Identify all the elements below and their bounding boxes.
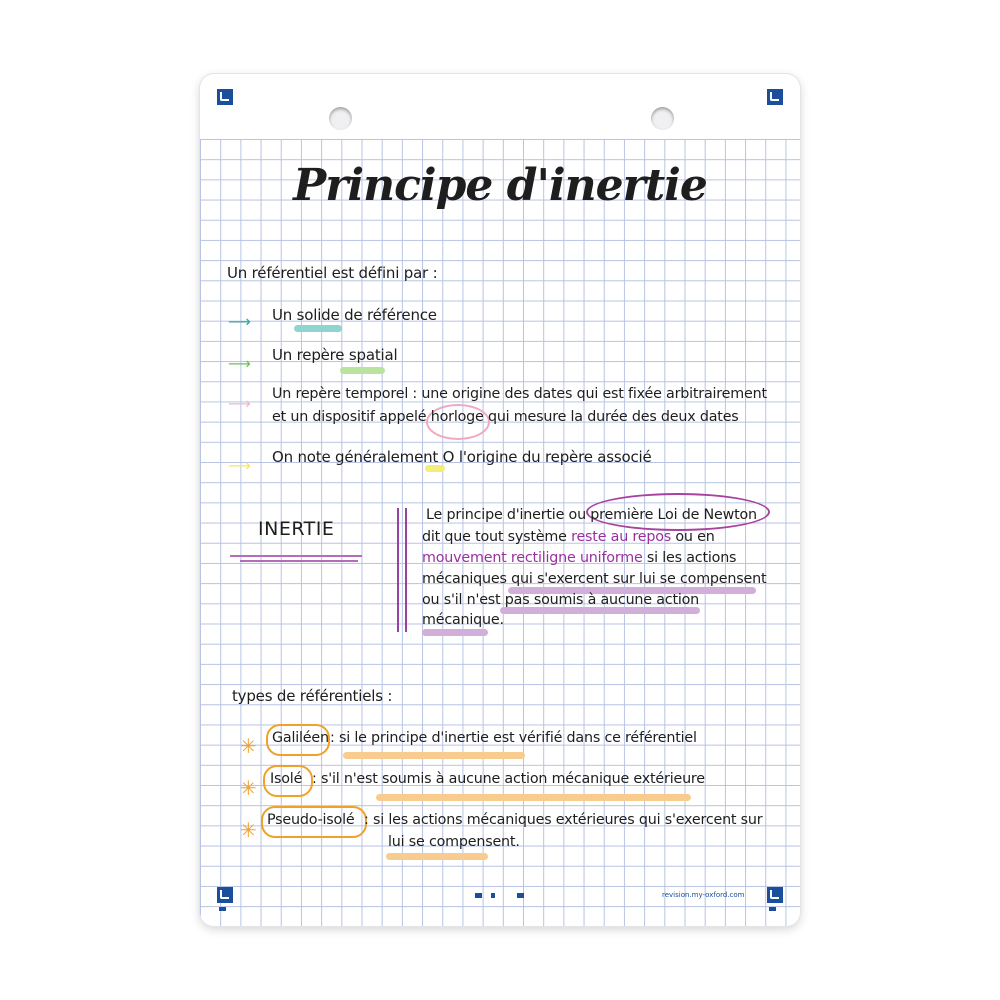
arrow-right-icon: ⟶ <box>228 394 251 413</box>
asterisk-icon: ✳ <box>240 776 257 800</box>
page-title: Principe d'inertie <box>293 160 707 211</box>
arrow-right-icon: ⟶ <box>228 456 251 475</box>
footer-dot <box>491 893 495 898</box>
vertical-rule <box>405 508 407 632</box>
inertie-line: dit que tout système reste au repos ou en <box>422 529 715 545</box>
footer-dot <box>517 893 524 898</box>
section-intro: Un référentiel est défini par : <box>227 264 438 282</box>
list-item: Un repère spatial <box>272 346 398 364</box>
type-desc: : si les actions mécaniques extérieures qui s'exercent sur <box>364 812 763 828</box>
list-item: Un repère temporel : une origine des dates qui est fixée arbitrairement <box>272 386 767 402</box>
inertie-line: mécaniques qui s'exercent sur lui se compensent <box>422 571 767 587</box>
underline <box>240 560 358 562</box>
type-desc: lui se compensent. <box>388 834 520 850</box>
highlight <box>425 465 445 472</box>
oxford-logo-icon <box>217 887 233 903</box>
punch-hole <box>651 107 674 130</box>
highlight <box>294 325 342 332</box>
logo-mark <box>769 907 776 911</box>
section-intro: types de référentiels : <box>232 687 393 705</box>
underline <box>230 555 362 557</box>
type-term: Pseudo-isolé <box>267 812 355 828</box>
highlight <box>340 367 385 374</box>
list-item: Un solide de référence <box>272 306 437 324</box>
arrow-right-icon: ⟶ <box>228 354 251 373</box>
highlight <box>500 607 700 614</box>
logo-mark <box>219 907 226 911</box>
type-term: Isolé <box>270 771 303 787</box>
vertical-rule <box>397 508 399 632</box>
inertie-line: Le principe d'inertie ou première Loi de Newton <box>426 507 757 523</box>
type-desc: : si le principe d'inertie est vérifié dans ce référentiel <box>330 730 697 746</box>
arrow-right-icon: ⟶ <box>228 312 251 331</box>
asterisk-icon: ✳ <box>240 818 257 842</box>
footer-dot <box>475 893 482 898</box>
inertie-line: mouvement rectiligne uniforme si les actions <box>422 550 737 566</box>
highlight <box>343 752 525 759</box>
revision-card <box>200 74 800 926</box>
oxford-logo-icon <box>767 887 783 903</box>
list-item: On note généralement O l'origine du repère associé <box>272 448 652 466</box>
asterisk-icon: ✳ <box>240 734 257 758</box>
oxford-logo-icon <box>217 89 233 105</box>
type-term: Galiléen <box>272 730 329 746</box>
highlight <box>386 853 488 860</box>
inertie-line: ou s'il n'est pas soumis à aucune action <box>422 592 700 608</box>
highlight <box>376 794 691 801</box>
inertie-line: mécanique. <box>422 612 504 628</box>
list-item: et un dispositif appelé horloge qui mesure la durée des deux dates <box>272 409 739 425</box>
highlight <box>422 629 488 636</box>
punch-hole <box>329 107 352 130</box>
footer-url: revision.my-oxford.com <box>662 891 745 899</box>
type-desc: : s'il n'est soumis à aucune action mécanique extérieure <box>312 771 705 787</box>
oxford-logo-icon <box>767 89 783 105</box>
inertie-label: INERTIE <box>258 518 335 540</box>
